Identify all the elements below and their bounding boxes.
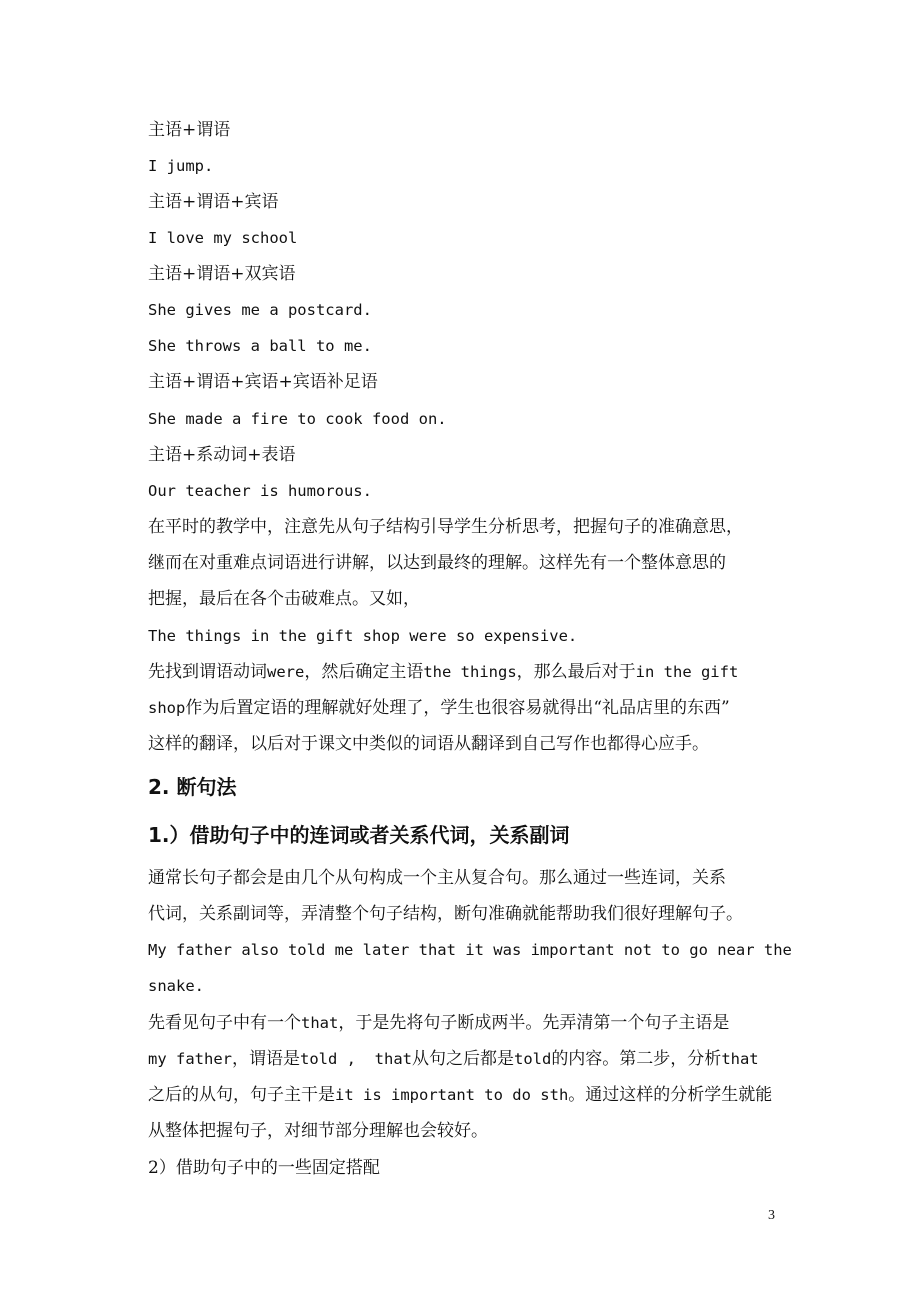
paragraph-line: 从整体把握句子，对细节部分理解也会较好。 bbox=[148, 1121, 488, 1141]
text-run: told bbox=[513, 1050, 552, 1068]
structure-label-sv: 主语+谓语 bbox=[148, 120, 231, 140]
structure-label-svp: 主语+系动词+表语 bbox=[148, 445, 296, 465]
example-sentence: snake. bbox=[148, 977, 204, 995]
paragraph-line bbox=[148, 1011, 729, 1035]
paragraph-line: 代词，关系副词等，弄清整个句子结构，断句准确就能帮助我们很好理解句子。 bbox=[148, 904, 743, 924]
text-run: 先看见句子中有一个 bbox=[148, 1013, 301, 1033]
example-sentence: She gives me a postcard. bbox=[148, 301, 372, 319]
text-run: my father bbox=[148, 1050, 232, 1068]
text-run: the things bbox=[423, 663, 517, 681]
structure-label-svoc: 主语+谓语+宾语+宾语补足语 bbox=[148, 372, 378, 392]
text-run: 作为后置定语的理解就好处理了，学生也很容易就得出“礼品店里的东西” bbox=[185, 698, 730, 718]
example-sentence: She throws a ball to me. bbox=[148, 337, 372, 355]
paragraph-line: 这样的翻译，以后对于课文中类似的词语从翻译到自己写作也都得心应手。 bbox=[148, 734, 709, 754]
example-sentence: She made a fire to cook food on. bbox=[148, 410, 447, 428]
text-run: were bbox=[267, 663, 305, 681]
text-run: that bbox=[301, 1014, 339, 1032]
subsection-heading: 1.）借助句子中的连词或者关系代词，关系副词 bbox=[148, 823, 570, 847]
text-run: 之后的从句，句子主干是 bbox=[148, 1085, 335, 1105]
example-sentence: My father also told me later that it was important not to go near the bbox=[148, 941, 792, 959]
paragraph-line bbox=[148, 660, 738, 684]
text-run: told , that bbox=[300, 1050, 412, 1068]
text-run: 的内容。第二步，分析 bbox=[551, 1049, 722, 1069]
text-run: that bbox=[721, 1050, 759, 1068]
text-run: ，于是先将句子断成两半。先弄清第一个句子主语是 bbox=[338, 1013, 730, 1033]
text-run: in the gift bbox=[635, 663, 739, 681]
structure-label-svo: 主语+谓语+宾语 bbox=[148, 192, 279, 212]
paragraph-line bbox=[148, 696, 730, 720]
paragraph-line: 通常长句子都会是由几个从句构成一个主从复合句。那么通过一些连词，关系 bbox=[148, 868, 726, 888]
paragraph-line bbox=[148, 1047, 759, 1071]
text-run: ，然后确定主语 bbox=[304, 662, 424, 682]
example-sentence: The things in the gift shop were so expensive. bbox=[148, 627, 578, 645]
paragraph-line: 2）借助句子中的一些固定搭配 bbox=[148, 1158, 380, 1178]
paragraph-line: 把握，最后在各个击破难点。又如， bbox=[148, 589, 420, 609]
text-run: 。通过这样的分析学生就能 bbox=[568, 1085, 773, 1105]
text-run: it is important to do sth bbox=[335, 1086, 569, 1104]
example-sentence: I jump. bbox=[148, 157, 214, 175]
text-run: 先找到谓语动词 bbox=[148, 662, 267, 682]
example-sentence: I love my school bbox=[148, 229, 298, 247]
text-run: 从句之后都是 bbox=[411, 1049, 514, 1069]
page-number: 3 bbox=[768, 1208, 775, 1223]
example-sentence: Our teacher is humorous. bbox=[148, 482, 372, 500]
paragraph-line: 继而在对重难点词语进行讲解，以达到最终的理解。这样先有一个整体意思的 bbox=[148, 553, 726, 573]
structure-label-svoo: 主语+谓语+双宾语 bbox=[148, 264, 296, 284]
paragraph-line bbox=[148, 1083, 772, 1107]
text-run: shop bbox=[148, 699, 186, 717]
paragraph-line: 在平时的教学中，注意先从句子结构引导学生分析思考，把握句子的准确意思， bbox=[148, 517, 743, 537]
text-run: ，那么最后对于 bbox=[516, 662, 636, 682]
text-run: ，谓语是 bbox=[232, 1049, 300, 1069]
section-heading: 2. 断句法 bbox=[148, 775, 237, 799]
